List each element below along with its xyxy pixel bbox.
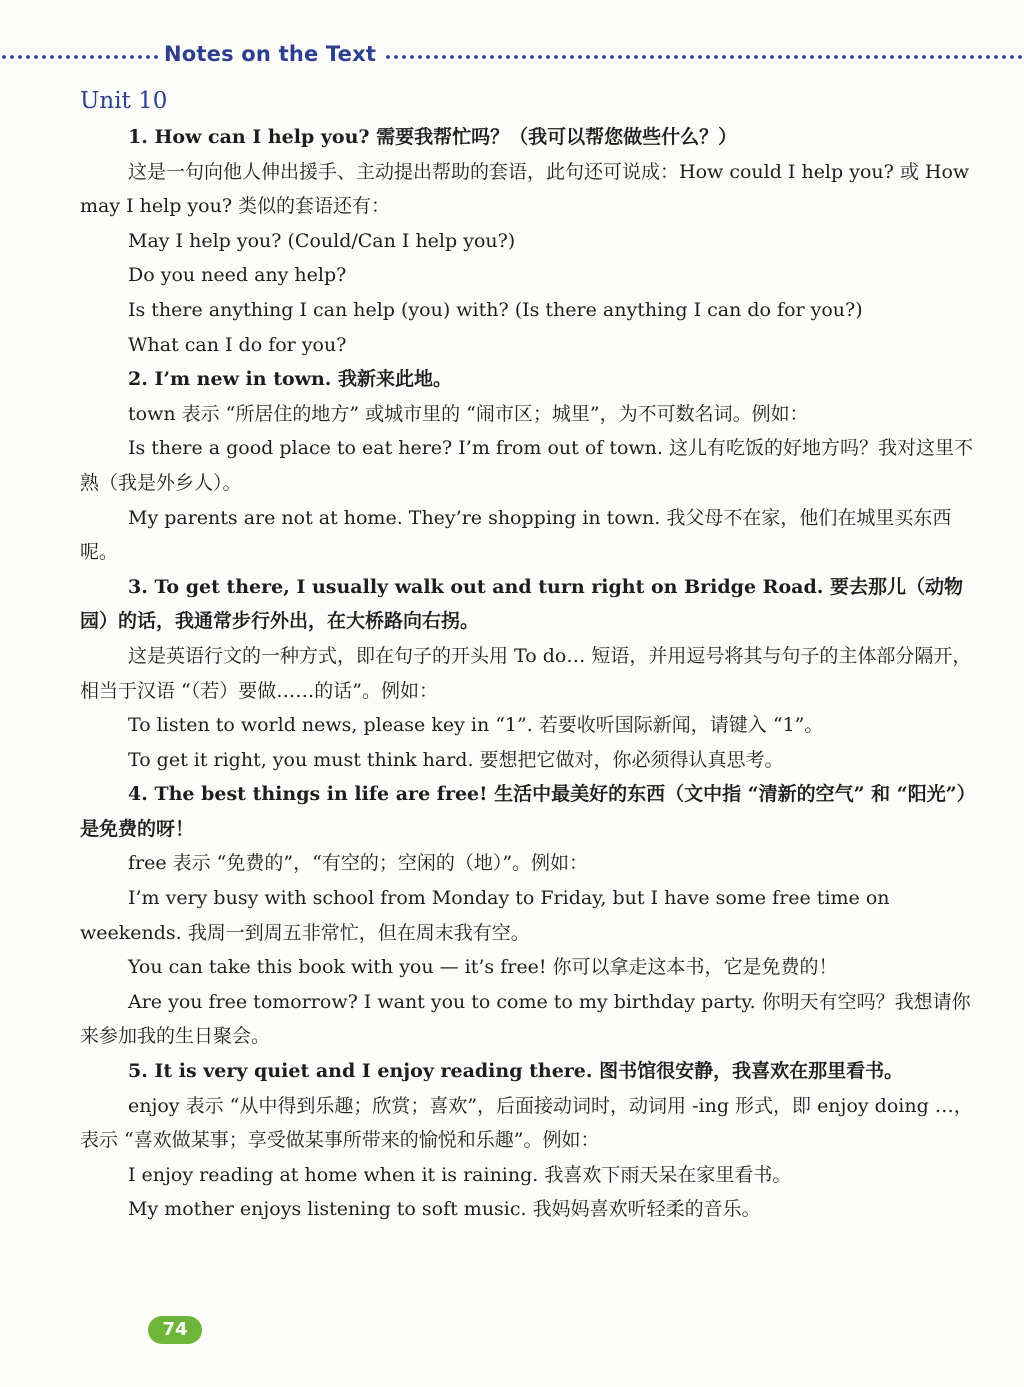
note-example: Do you need any help? bbox=[128, 264, 347, 287]
note-example: You can take this book with you — it’s free! 你可以拿走这本书，它是免费的！ bbox=[128, 956, 838, 979]
note-example: To get it right, you must think hard. 要想把它做对，你必须得认真思考。 bbox=[128, 748, 784, 771]
note-paragraph: I’m very busy with school from Monday to Friday, but I have some free time on weekends. 我周一到周五非常忙，但在周末我有空。 bbox=[80, 887, 890, 944]
note-example: Is there anything I can help (you) with? (Is there anything I can do for you?) bbox=[128, 298, 863, 321]
note-heading-4: 4. The best things in life are free! 生活中最美好的东西（文中指 “清新的空气” 和 “阳光”）是免费的呀！ bbox=[80, 783, 976, 840]
note-example: My mother enjoys listening to soft music. 我妈妈喜欢听轻柔的音乐。 bbox=[128, 1198, 761, 1221]
note-paragraph: free 表示 “免费的”，“有空的；空闲的（地）”。例如： bbox=[128, 852, 589, 875]
note-paragraph: 这是一句向他人伸出援手、主动提出帮助的套语，此句还可说成：How could I help you? 或 How may I help you? 类似的套语还有： bbox=[80, 160, 970, 218]
header-title: Notes on the Text bbox=[164, 42, 377, 66]
note-heading-1: 1. How can I help you? 需要我帮忙吗？（我可以帮您做些什么？） bbox=[128, 126, 738, 148]
note-paragraph: Are you free tomorrow? I want you to come to my birthday party. 你明天有空吗？我想请你来参加我的生日聚会。 bbox=[80, 990, 971, 1048]
page-number-badge: 74 bbox=[148, 1316, 202, 1344]
note-heading-2: 2. I’m new in town. 我新来此地。 bbox=[128, 368, 453, 391]
note-example: To listen to world news, please key in “1”. 若要收听国际新闻，请键入 “1”。 bbox=[128, 714, 824, 737]
note-heading-3: 3. To get there, I usually walk out and turn right on Bridge Road. 要去那儿（动物园）的话，我通常步行外出，在大桥路向右拐。 bbox=[80, 575, 963, 633]
note-heading-5: 5. It is very quiet and I enjoy reading there. 图书馆很安静，我喜欢在那里看书。 bbox=[128, 1060, 904, 1083]
note-example: I enjoy reading at home when it is raining. 我喜欢下雨天呆在家里看书。 bbox=[128, 1163, 792, 1186]
header-dots-left bbox=[0, 55, 160, 59]
note-paragraph: enjoy 表示 “从中得到乐趣；欣赏；喜欢”，后面接动词时，动词用 -ing 形式，即 enjoy doing …，表示 “喜欢做某事；享受做某事所带来的愉悦和乐趣”。例如： bbox=[80, 1094, 973, 1152]
note-paragraph: town 表示 “所居住的地方” 或城市里的 “闹市区；城里”，为不可数名词。例如： bbox=[128, 402, 809, 425]
note-example: May I help you? (Could/Can I help you?) bbox=[128, 229, 516, 252]
note-paragraph: Is there a good place to eat here? I’m from out of town. 这儿有吃饭的好地方吗？我对这里不熟（我是外乡人）。 bbox=[80, 437, 973, 494]
note-example: What can I do for you? bbox=[128, 333, 347, 356]
unit-title: Unit 10 bbox=[80, 88, 168, 114]
note-paragraph: 这是英语行文的一种方式，即在句子的开头用 To do… 短语，并用逗号将其与句子的主体部分隔开，相当于汉语 “（若）要做……的话”。例如： bbox=[80, 644, 972, 702]
header-dots-right bbox=[384, 55, 1024, 59]
notes-content bbox=[80, 120, 980, 1227]
note-paragraph: My parents are not at home. They’re shopping in town. 我父母不在家，他们在城里买东西呢。 bbox=[80, 506, 952, 564]
page-header bbox=[0, 40, 1024, 74]
